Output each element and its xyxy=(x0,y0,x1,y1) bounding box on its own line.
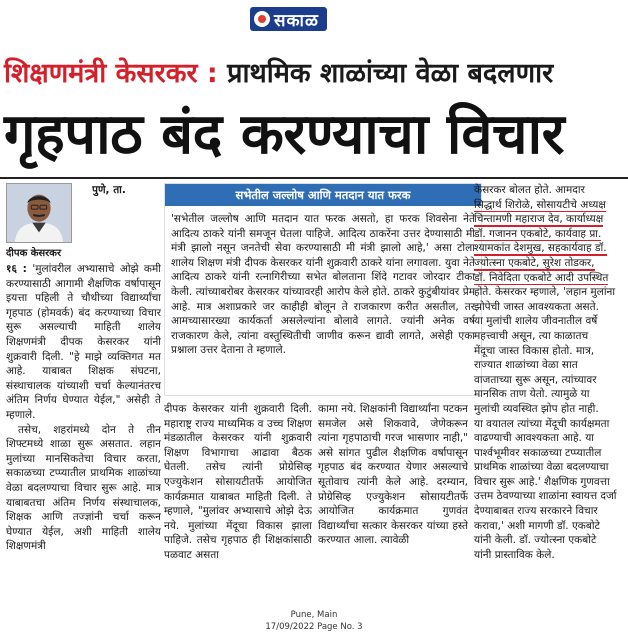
page-footer xyxy=(0,609,628,637)
box-title: सभेतील जल्लोष आणि मतदान यात फरक xyxy=(165,184,481,206)
column-4-line: प्राथमिक शाळांच्या वेळा बदलण्याचा xyxy=(474,461,609,474)
footer-edition: Pune, Main xyxy=(290,610,338,620)
column-4-line: यांनी प्रास्ताविक केले. xyxy=(474,548,555,561)
column-4-line: सिद्धार्थ शिरोळे, सोसायटीचे अध्यक्ष xyxy=(474,198,606,211)
newspaper-logo xyxy=(250,7,327,31)
column-4-line: झोपेची जास्त आवश्यकता असते. xyxy=(474,300,599,313)
portrait-image-icon xyxy=(7,184,71,242)
column-2: दीपक केसरकर यांनी शुक्रवारी दिली. महाराष्ट्र राज्य माध्यमिक व उच्च शिक्षण मंडळातील केसरकर यांनी शुक्रवारी शिक्षण विभागाचा आढावा बैठक घेतली. तसेच त्यांनी प्रोग्रेसिव्ह एज्युकेशन सोसायटीतर्फे आयोजित कार्यक्रमात याबाबत माहिती दिली. ते म्हणाले, "मुलांवर अभ्यासाचे ओझे देऊ नये. मुलांच्या मेंदूचा विकास झाला पाहिजे. तसेच गृहपाठ ही शिक्षकांसाठी पळवाट असता xyxy=(164,403,312,561)
column-4-line: डॉ. निवेदिता एकबोटे आदी उपस्थित xyxy=(474,271,609,284)
column-3: कामा नये. शिक्षकांनी विद्यार्थ्यांना पटकन समजेल असे शिकवावे, जेणेकरून त्यांना गृहपाठाची गरज भासणार नाही," असे सांगत पुढील शैक्षणिक वर्षापासून गृहपाठ बंद करण्यात येणार असल्याचे सूतोवाच त्यांनी केले आहे. दरम्यान, प्रोग्रेसिव्ह एज्युकेशन सोसायटीतर्फे आयोजित कार्यक्रमात गुणवंत विद्यार्थ्यांचा सत्कार केसरकर यांच्या हस्ते करण्यात आला. त्यावेळी xyxy=(318,403,468,547)
column-4-line: वाढण्याची आवश्यकता आहे. या xyxy=(474,432,595,445)
column-4-line: उत्तम ठेवण्याच्या शाळांना स्वायत्त दर्जा xyxy=(474,490,617,503)
dateline: पुणे, ता. xyxy=(92,184,126,196)
divider xyxy=(0,177,628,179)
column-4-line: पार्श्वभूमीवर सकाळच्या टप्प्यातील xyxy=(474,446,602,459)
column-4-line: डॉ. गजानन एकबोटे, कार्यवाह प्रा. xyxy=(474,227,602,240)
column-4-line: होते. केसरकर म्हणाले, 'लहान मुलांना xyxy=(474,286,616,299)
column-4-line: विचार सुरू आहे.' शैक्षणिक गुणवत्ता xyxy=(474,475,610,488)
column-4-line: चिन्तामणी महाराज देव, कार्याध्यक्ष xyxy=(474,213,604,226)
column-4-line: देण्याबाबत राज्य सरकारने विचार xyxy=(474,505,598,518)
kicker-black: प्राथमिक शाळांच्या वेळा बदलणार xyxy=(217,58,554,89)
photo-caption: दीपक केसरकर xyxy=(6,248,62,259)
column-4-line: राज्यात शाळांच्या वेळा सात xyxy=(474,359,578,372)
kicker-red: शिक्षणमंत्री केसरकर : xyxy=(4,58,218,89)
footer-date-page: 17/09/2022 Page No. 3 xyxy=(265,622,363,632)
sidebar-box xyxy=(164,183,482,396)
column-1-para2: तसेच, शहरांमध्ये दोन ते तीन शिफ्टमध्ये शाळा सुरू असतात. लहान मुलांच्या मानसिकतेचा विचार करता, सकाळच्या टप्प्यातील प्राथमिक शाळांच्या वेळा बदलण्याचा विचार सुरू आहे. मात्र याबाबतचा अंतिम निर्णय संस्थाचालक, शिक्षक आणि तज्ज्ञांनी चर्चा करून घेण्यात येईल, अशी माहिती शालेय शिक्षणमंत्री xyxy=(6,423,161,553)
column-4-line: केसरकर बोलत होते. आमदार xyxy=(474,184,585,196)
column-4-line: या मुलांची शालेय जीवनातील वर्षे xyxy=(474,315,598,328)
column-4-line: ज्योत्स्ना एकबोटे, सुरेश तोडकर, xyxy=(474,256,595,269)
column-4-line: मेंदूचा जास्त विकास होतो. मात्र, xyxy=(474,344,595,357)
column-4-line: वाजताच्या सुरू असून, त्यांच्यावर xyxy=(474,373,597,386)
column-4-line: श्यामकांत देशमुख, सहकार्यवाह डॉ. xyxy=(474,242,607,255)
box-body: 'सभेतील जल्लोष आणि मतदान यात फरक असतो, हा फरक शिवसेना नेते आदित्य ठाकरे यांनी समजून घेतला पाहिजे. आदित्य ठाकरेंना उत्तर देण्यासाठी मी मंत्री झालो नसून जनतेची सेवा करण्यासाठी मी मंत्री झालो आहे,' असा टोला शालेय शिक्षण मंत्री दीपक केसरकर यांनी शुक्रवारी ठाकरे यांना लगावला. युवा नेते आदित्य ठाकरे यांनी रत्नागिरीच्या सभेत बोलताना शिंदे गटावर जोरदार टीका केली. त्यांच्याबरोबर केसरकर यांच्यावरही आरोप केले होते. ठाकरे कुटुंबीयांवर प्रेम आहे. मात्र अशाप्रकारे जर काहीही बोलून ते राजकारण करीत असतील, तर आमच्यासारख्या कार्यकर्ता असलेल्यांना बोलावे लागते. ज्यांनी अनेक वर्ष राजकारण केले, त्यांना वस्तुस्थितीची जाणीव करून द्यावी लागते, असेही एका प्रश्नाला उत्तर देताना ते म्हणाले. xyxy=(171,213,475,357)
column-4 xyxy=(474,183,626,603)
column-4-line: महत्त्वाची असून, त्या काळातच xyxy=(474,329,589,342)
column-4-line: करावा,' अशी मागणी डॉ. एकबोटे xyxy=(474,519,600,532)
column-1-intro xyxy=(6,262,161,423)
dateline-day: १६ : xyxy=(6,263,27,275)
logo-text: सकाळ xyxy=(274,10,319,31)
column-1-top xyxy=(92,183,162,263)
kicker-line xyxy=(4,52,624,96)
sun-logo-icon xyxy=(254,11,270,27)
column-4-line: मुलांची व्यवस्थित झोप होत नाही. xyxy=(474,402,599,415)
author-photo xyxy=(6,183,72,243)
column-4-line: मानसिक ताण येतो. त्यामुळे या xyxy=(474,388,590,401)
column-1 xyxy=(6,262,161,602)
column-4-line: या वयातल त्यांच्या मेंदूची कार्यक्षमता xyxy=(474,417,610,430)
column-1-intro-text: 'मुलांवरील अभ्यासाचे ओझे कमी करण्यासाठी आगामी शैक्षणिक वर्षापासून इयत्ता पहिली ते चौथीच्या विद्यार्थ्यांचा गृहपाठ (होमवर्क) बंद करण्याच्या विचार सुरू असल्याची माहिती शालेय शिक्षणमंत्री दीपक केसरकर यांनी शुक्रवारी दिली. "हे माझे व्यक्तिगत मत आहे. याबाबत शिक्षक संघटना, संस्थाचालक यांच्याशी चर्चा केल्यानंतरच अंतिम निर्णय घेण्यात येईल," असेही ते म्हणाले. xyxy=(6,263,161,421)
masthead xyxy=(250,6,327,32)
headline: गृहपाठ बंद करण्याचा विचार xyxy=(4,102,564,167)
column-4-line: यांनी केली. डॉ. ज्योत्स्ना एकबोटे xyxy=(474,534,597,547)
